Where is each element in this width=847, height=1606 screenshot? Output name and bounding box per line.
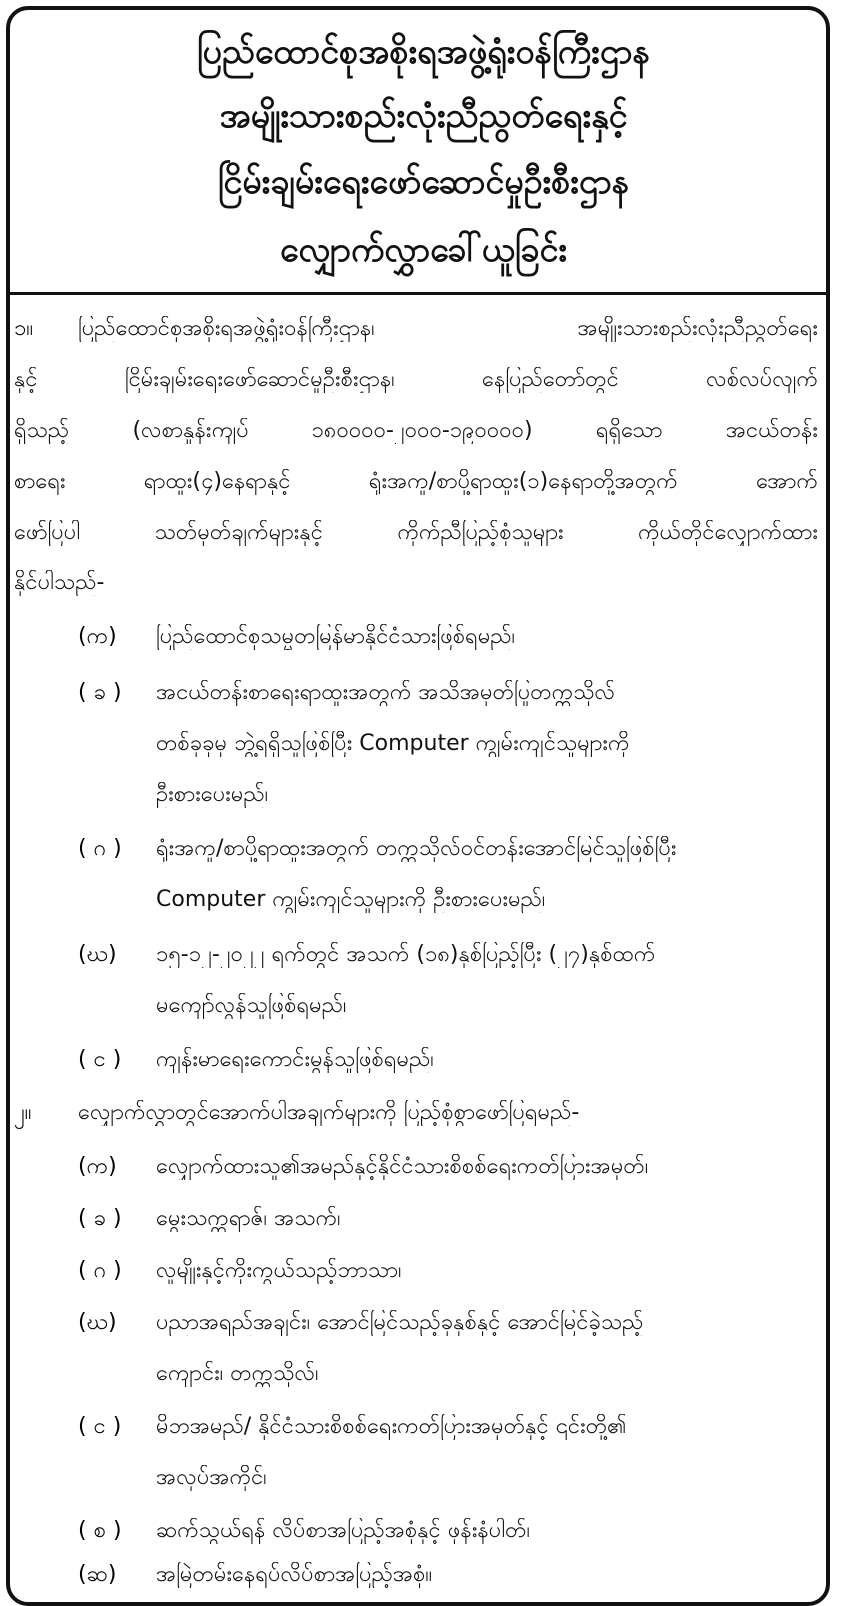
section-1-line-5: ဖော်ပြပါ သတ်မှတ်ချက်များနှင့် ကိုက်ညီပြည့်စုံသူများ ကိုယ်တိုင်လျှောက်ထား (14, 520, 818, 545)
section-2-item-b-text: မွေးသက္ကရာဇ်၊ အသက်၊ (156, 1206, 341, 1231)
section-1-item-d-text-2: မကျော်လွန်သူဖြစ်ရမည်၊ (156, 993, 347, 1018)
section-1-item-e-label: ( င ) (78, 1047, 122, 1072)
title-line-1: ပြည်ထောင်စုအစိုးရအဖွဲ့ရုံးဝန်ကြီးဌာန (196, 32, 651, 72)
section-1-line-4: စာရေး ရာထူး(၄)နေရာနှင့် ရုံးအကူ/စာပို့ရာထူး(၁)နေရာတို့အတွက် အောက် (14, 469, 818, 494)
title-divider (10, 292, 830, 295)
section-2-item-g-label: (ဆ) (78, 1562, 117, 1587)
section-2-item-a-label: (က) (78, 1154, 117, 1179)
title-line-3: ငြိမ်းချမ်းရေးဖော်ဆောင်မှုဦးစီးဌာန (217, 162, 630, 202)
section-1-item-a-label: (က) (78, 624, 117, 649)
section-1-item-b-text-1: အငယ်တန်းစာရေးရာထူးအတွက် အသိအမှတ်ပြုတက္ကသိုလ် (156, 680, 616, 705)
section-2-item-e-text-1: မိဘအမည်/ နိုင်ငံသားစိစစ်ရေးကတ်ပြားအမှတ်နှင့် ၎င်းတို့၏ (156, 1414, 627, 1439)
title-line-4: လျှောက်လွှာခေါ်ယူခြင်း (279, 230, 568, 270)
section-1-item-e-text: ကျန်းမာရေးကောင်းမွန်သူဖြစ်ရမည်၊ (156, 1047, 434, 1072)
section-1-item-b-text-3: ဦးစားပေးမည်၊ (156, 782, 269, 807)
section-1-item-b-text-2: တစ်ခုခုမှ ဘွဲ့ရရှိသူဖြစ်ပြီး Computer ကျွမ်းကျင်သူများကို (156, 731, 630, 756)
section-1-item-d-text-1: ၁၅-၁၂-၂၀၂၂ ရက်တွင် အသက် (၁၈)နှစ်ပြည့်ပြီး (၂၇)နှစ်ထက် (156, 942, 656, 967)
section-2-item-f-label: ( စ ) (78, 1518, 122, 1543)
title-line-2: အမျိုးသားစည်းလုံးညီညွတ်ရေးနှင့် (219, 96, 628, 136)
section-1-line-6: နိုင်ပါသည်- (14, 570, 105, 595)
section-2-item-f-text: ဆက်သွယ်ရန် လိပ်စာအပြည့်အစုံနှင့် ဖုန်းနံပါတ်၊ (156, 1518, 531, 1543)
section-2-item-a-text: လျှောက်ထားသူ၏အမည်နှင့်နိုင်ငံသားစိစစ်ရေးကတ်ပြားအမှတ်၊ (156, 1154, 649, 1179)
section-1-number: ၁။ (14, 316, 34, 341)
section-2-item-g-text: အမြဲတမ်းနေရပ်လိပ်စာအပြည့်အစုံ။ (156, 1562, 433, 1587)
section-2-item-c-label: ( ဂ ) (78, 1258, 122, 1283)
section-1-item-c-text-2: Computer ကျွမ်းကျင်သူများကို ဦးစားပေးမည်၊ (156, 887, 546, 912)
section-1-item-b-label: ( ခ ) (78, 680, 122, 705)
section-2-intro: လျှောက်လွှာတွင်အောက်ပါအချက်များကို ပြည့်စုံစွာဖော်ပြရမည်- (78, 1100, 580, 1125)
section-1-item-c-text-1: ရုံးအကူ/စာပို့ရာထူးအတွက် တက္ကသိုလ်ဝင်တန်းအောင်မြင်သူဖြစ်ပြီး (156, 836, 677, 861)
section-1-line-3: ရှိသည့် (လစာနှုန်းကျပ် ၁၈၀၀၀၀-၂၀၀၀-၁၉၀၀၀၀) ရရှိသော အငယ်တန်း (14, 418, 818, 443)
section-1-item-c-label: ( ဂ ) (78, 836, 122, 861)
section-2-number: ၂။ (14, 1100, 32, 1125)
section-2-item-d-text-1: ပညာအရည်အချင်း၊ အောင်မြင်သည့်ခုနှစ်နှင့် အောင်မြင်ခဲ့သည့် (156, 1310, 644, 1335)
section-2-item-d-text-2: ကျောင်း၊ တက္ကသိုလ်၊ (156, 1361, 319, 1386)
section-1-item-a-text: ပြည်ထောင်စုသမ္မတမြန်မာနိုင်ငံသားဖြစ်ရမည်၊ (156, 624, 516, 649)
section-2-item-e-label: ( င ) (78, 1414, 122, 1439)
section-2-item-c-text: လူမျိုးနှင့်ကိုးကွယ်သည့်ဘာသာ၊ (156, 1258, 402, 1283)
section-1-line-1: ပြည်ထောင်စုအစိုးရအဖွဲ့ရုံးဝန်ကြီးဌာန၊ အမျိုးသားစည်းလုံးညီညွတ်ရေး (78, 316, 818, 341)
section-2-item-b-label: ( ခ ) (78, 1206, 122, 1231)
section-1-item-d-label: (ဃ) (78, 942, 117, 967)
section-1-line-2: နှင့် ငြိမ်းချမ်းရေးဖော်ဆောင်မှုဦးစီးဌာန၊ နေပြည်တော်တွင် လစ်လပ်လျက် (14, 367, 818, 392)
section-2-item-d-label: (ဃ) (78, 1310, 117, 1335)
section-2-item-e-text-2: အလုပ်အကိုင်၊ (156, 1465, 267, 1490)
